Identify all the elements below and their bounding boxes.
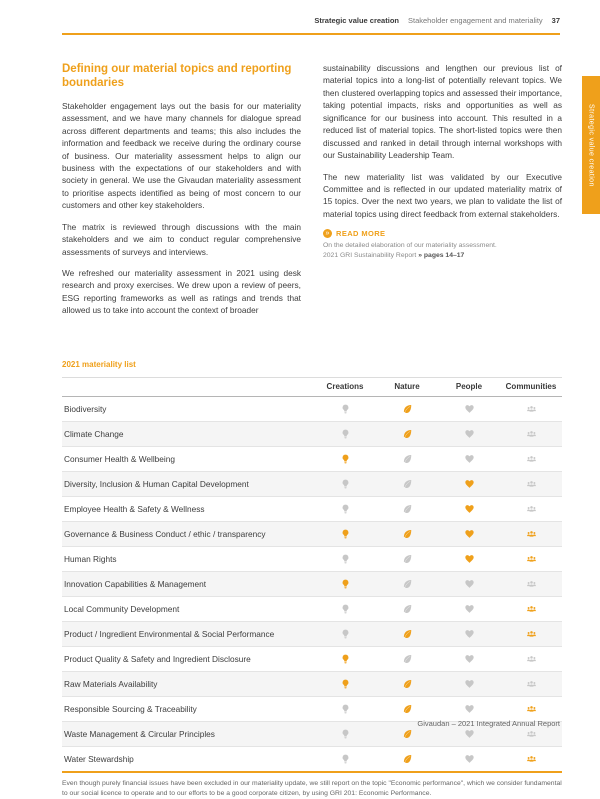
table-row — [62, 647, 562, 672]
people-cell — [438, 397, 500, 422]
topic-cell: Waste Management & Circular Principles — [62, 722, 314, 747]
creations-cell — [314, 472, 376, 497]
lightbulb-icon — [340, 579, 351, 589]
people-icon — [526, 604, 537, 614]
paragraph: sustainability discussions and lengthen our previous list of material topics into a long-list of potentially relevant topics. We then clustered overlapping topics and assessed their importance, taking potential impacts, risks and opportunities as well as significance for our business into account. This resulted in a reduced list of material topics. The short-listed topics were then discussed and ranked in detail through internal workshops with our Sustainability Leadership Team. — [323, 63, 562, 161]
article — [62, 62, 562, 326]
nature-cell — [376, 397, 438, 422]
nature-cell — [376, 547, 438, 572]
topic-cell: Responsible Sourcing & Traceability — [62, 697, 314, 722]
communities-cell — [500, 622, 562, 647]
creations-cell — [314, 697, 376, 722]
communities-cell — [500, 397, 562, 422]
communities-cell — [500, 747, 562, 773]
heart-icon — [464, 404, 475, 414]
heart-icon — [464, 479, 475, 489]
paragraph: We refreshed our materiality assessment in 2021 using desk research and proxy exercises. We drew upon a review of peers, ESG reporting frameworks as well as ratings and trends that allowed us to take into account the context of broader — [62, 268, 301, 316]
table-row — [62, 697, 562, 722]
leaf-icon — [402, 654, 413, 664]
lightbulb-icon — [340, 654, 351, 664]
heart-icon — [464, 579, 475, 589]
column-header-people: People — [438, 378, 500, 397]
creations-cell — [314, 722, 376, 747]
creations-cell — [314, 497, 376, 522]
people-icon — [526, 479, 537, 489]
people-cell — [438, 447, 500, 472]
lightbulb-icon — [340, 429, 351, 439]
people-cell — [438, 597, 500, 622]
page-footer: Givaudan – 2021 Integrated Annual Report — [417, 719, 560, 728]
people-cell — [438, 672, 500, 697]
heart-icon — [464, 504, 475, 514]
heart-icon — [464, 604, 475, 614]
nature-cell — [376, 622, 438, 647]
heart-icon — [464, 429, 475, 439]
paragraph: The matrix is reviewed through discussions with the main stakeholders and we aim to conduct regular comprehensive assessments of surveys and interviews. — [62, 221, 301, 257]
nature-cell — [376, 647, 438, 672]
paragraph: The new materiality list was validated by our Executive Committee and is reflected in our updated materiality matrix of 15 topics. Over the next two years, we plan to validate the list of material topics using direct feedback from external stakeholders. — [323, 171, 562, 219]
table-row — [62, 547, 562, 572]
people-cell — [438, 422, 500, 447]
header-section: Strategic value creation — [314, 16, 399, 25]
lightbulb-icon — [340, 529, 351, 539]
header-subsection: Stakeholder engagement and materiality — [407, 16, 543, 25]
nature-cell — [376, 472, 438, 497]
table-row — [62, 747, 562, 773]
read-more-caption-text: On the detailed elaboration of our materiality assessment. — [323, 242, 497, 250]
read-more-label: READ MORE — [336, 229, 386, 239]
creations-cell — [314, 422, 376, 447]
people-icon — [526, 754, 537, 764]
nature-cell — [376, 672, 438, 697]
topic-cell: Climate Change — [62, 422, 314, 447]
people-icon — [526, 454, 537, 464]
leaf-icon — [402, 754, 413, 764]
people-icon — [526, 679, 537, 689]
people-cell — [438, 547, 500, 572]
leaf-icon — [402, 479, 413, 489]
topic-cell: Innovation Capabilities & Management — [62, 572, 314, 597]
leaf-icon — [402, 554, 413, 564]
leaf-icon — [402, 604, 413, 614]
communities-cell — [500, 647, 562, 672]
people-icon — [526, 704, 537, 714]
people-icon — [526, 504, 537, 514]
table-row — [62, 397, 562, 422]
materiality-title: 2021 materiality list — [62, 360, 136, 369]
column-header-creations: Creations — [314, 378, 376, 397]
lightbulb-icon — [340, 629, 351, 639]
people-cell — [438, 572, 500, 597]
topic-cell: Human Rights — [62, 547, 314, 572]
topic-cell: Consumer Health & Wellbeing — [62, 447, 314, 472]
lightbulb-icon — [340, 404, 351, 414]
communities-cell — [500, 447, 562, 472]
lightbulb-icon — [340, 479, 351, 489]
article-heading: Defining our material topics and reporting boundaries — [62, 63, 292, 90]
topic-cell: Diversity, Inclusion & Human Capital Development — [62, 472, 314, 497]
table-row — [62, 622, 562, 647]
topic-cell: Product Quality & Safety and Ingredient Disclosure — [62, 647, 314, 672]
header-rule — [62, 33, 560, 35]
table-row — [62, 672, 562, 697]
creations-cell — [314, 597, 376, 622]
lightbulb-icon — [340, 729, 351, 739]
communities-cell — [500, 597, 562, 622]
leaf-icon — [402, 429, 413, 439]
heart-icon — [464, 654, 475, 664]
people-cell — [438, 747, 500, 773]
people-cell — [438, 647, 500, 672]
nature-cell — [376, 497, 438, 522]
people-cell — [438, 622, 500, 647]
heart-icon — [464, 704, 475, 714]
creations-cell — [314, 647, 376, 672]
nature-cell — [376, 572, 438, 597]
leaf-icon — [402, 704, 413, 714]
nature-cell — [376, 597, 438, 622]
communities-cell — [500, 697, 562, 722]
creations-cell — [314, 747, 376, 773]
topic-cell: Product / Ingredient Environmental & Social Performance — [62, 622, 314, 647]
heart-icon — [464, 754, 475, 764]
lightbulb-icon — [340, 604, 351, 614]
communities-cell — [500, 522, 562, 547]
people-icon — [526, 529, 537, 539]
read-more-link[interactable] — [323, 229, 562, 238]
leaf-icon — [402, 629, 413, 639]
page-number: 37 — [551, 16, 560, 25]
creations-cell — [314, 447, 376, 472]
table-row — [62, 497, 562, 522]
read-more-caption — [323, 241, 562, 261]
heart-icon — [464, 554, 475, 564]
nature-cell — [376, 422, 438, 447]
creations-cell — [314, 547, 376, 572]
communities-cell — [500, 472, 562, 497]
people-icon — [526, 404, 537, 414]
people-icon — [526, 729, 537, 739]
materiality-table-body — [62, 397, 562, 773]
lightbulb-icon — [340, 554, 351, 564]
leaf-icon — [402, 529, 413, 539]
nature-cell — [376, 522, 438, 547]
people-icon — [526, 579, 537, 589]
read-more-pages: » pages 14–17 — [418, 252, 465, 260]
lightbulb-icon — [340, 754, 351, 764]
communities-cell — [500, 672, 562, 697]
side-tab-strategic-value-creation — [582, 76, 600, 214]
nature-cell — [376, 697, 438, 722]
column-header-nature: Nature — [376, 378, 438, 397]
people-icon — [526, 429, 537, 439]
communities-cell — [500, 547, 562, 572]
materiality-section — [62, 360, 562, 799]
table-row — [62, 522, 562, 547]
topic-cell: Biodiversity — [62, 397, 314, 422]
heart-icon — [464, 679, 475, 689]
communities-cell — [500, 572, 562, 597]
communities-cell — [500, 497, 562, 522]
materiality-table-head — [62, 378, 562, 397]
topic-cell: Raw Materials Availability — [62, 672, 314, 697]
running-header — [62, 16, 560, 25]
heart-icon — [464, 629, 475, 639]
read-more-block — [323, 229, 562, 261]
lightbulb-icon — [340, 454, 351, 464]
paragraph: Stakeholder engagement lays out the basis for our materiality assessment, and we have many channels for dialogue spread across different departments and teams; this also includes the information and feedback we receive during the ordinary course of business. Our materiality assessment helps to align our business with the expectations of our stakeholders and with society in general. We use the Givaudan materiality assessment to prioritise aspects identified as being of most concern to our customers and other key stakeholders. — [62, 100, 301, 211]
people-cell — [438, 522, 500, 547]
heart-icon — [464, 729, 475, 739]
leaf-icon — [402, 454, 413, 464]
people-cell — [438, 472, 500, 497]
leaf-icon — [402, 729, 413, 739]
creations-cell — [314, 522, 376, 547]
people-cell — [438, 497, 500, 522]
people-cell — [438, 697, 500, 722]
read-more-arrow-icon: » — [323, 229, 332, 238]
table-row — [62, 597, 562, 622]
leaf-icon — [402, 504, 413, 514]
people-icon — [526, 629, 537, 639]
article-column-left — [62, 62, 301, 326]
heart-icon — [464, 454, 475, 464]
topic-column-header — [62, 378, 314, 397]
creations-cell — [314, 672, 376, 697]
column-header-communities: Communities — [500, 378, 562, 397]
creations-cell — [314, 622, 376, 647]
table-row — [62, 422, 562, 447]
topic-cell: Governance & Business Conduct / ethic / transparency — [62, 522, 314, 547]
communities-cell — [500, 422, 562, 447]
topic-cell: Local Community Development — [62, 597, 314, 622]
leaf-icon — [402, 404, 413, 414]
read-more-source: 2021 GRI Sustainability Report — [323, 252, 417, 260]
materiality-table — [62, 377, 562, 773]
table-row — [62, 472, 562, 497]
nature-cell — [376, 747, 438, 773]
topic-cell: Employee Health & Safety & Wellness — [62, 497, 314, 522]
table-row — [62, 447, 562, 472]
materiality-footnote: Even though purely financial issues have been excluded in our materiality update, we still report on the topic "Economic performance", which we consider fundamental to our social licence to operate and to our efforts to be a good corporate citizen, by using GRI 201: Economic Performance. — [62, 780, 562, 798]
heart-icon — [464, 529, 475, 539]
article-column-right — [323, 62, 562, 326]
leaf-icon — [402, 679, 413, 689]
people-icon — [526, 554, 537, 564]
leaf-icon — [402, 579, 413, 589]
topic-cell: Water Stewardship — [62, 747, 314, 773]
table-row — [62, 572, 562, 597]
lightbulb-icon — [340, 504, 351, 514]
lightbulb-icon — [340, 704, 351, 714]
nature-cell — [376, 447, 438, 472]
creations-cell — [314, 397, 376, 422]
creations-cell — [314, 572, 376, 597]
lightbulb-icon — [340, 679, 351, 689]
side-tab-label: Strategic value creation — [587, 103, 595, 187]
people-icon — [526, 654, 537, 664]
